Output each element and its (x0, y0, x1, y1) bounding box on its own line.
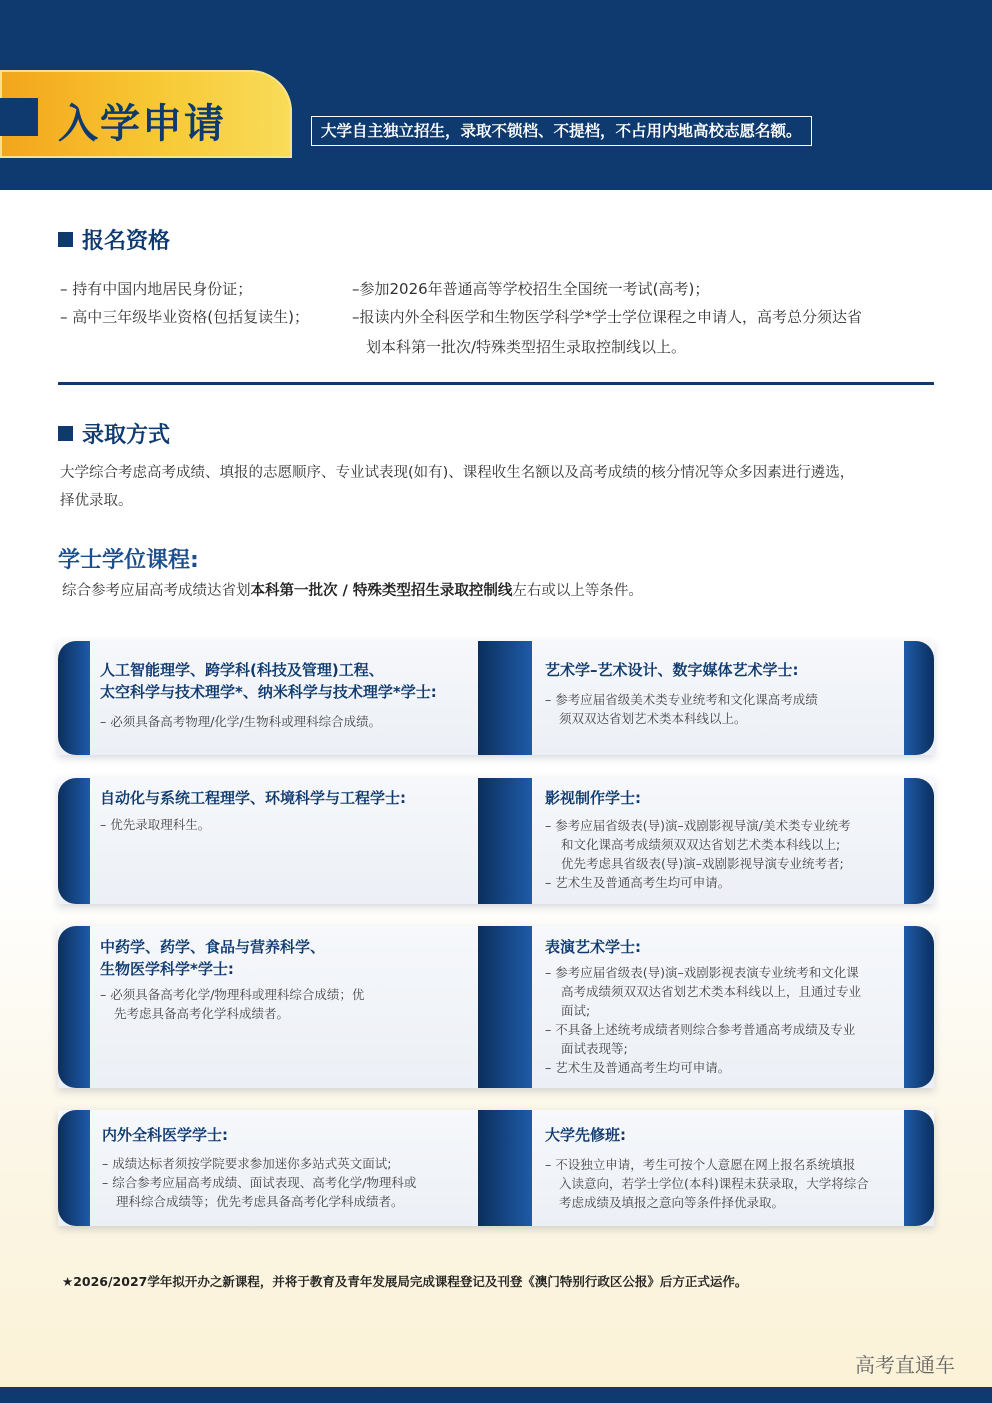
course-title: 艺术学–艺术设计、数字媒体艺术学士: (545, 661, 799, 679)
card-right-tab (904, 1110, 934, 1226)
eligibility-right-item: –报读内外全科医学和生物医学科学*学士学位课程之申请人，高考总分须达省 (352, 308, 863, 326)
course-requirement: – 综合参考应届高考成绩、面试表现、高考化学/物理科或 (102, 1175, 417, 1190)
course-title: 中药学、药学、食品与营养科学、 生物医学科学*学士: (100, 938, 326, 978)
card-divider-tab (478, 926, 532, 1088)
card-left-tab (58, 1110, 90, 1226)
course-requirement: 高考成绩须双双达省划艺术类本科线以上，且通过专业 (561, 984, 862, 999)
card-left-tab (58, 926, 90, 1088)
course-requirement: – 不具备上述统考成绩者则综合参考普通高考成绩及专业 (545, 1022, 856, 1037)
course-requirement: – 成绩达标者须按学院要求参加迷你多站式英文面试; (102, 1156, 392, 1171)
course-title: 人工智能理学、跨学科(科技及管理)工程、 太空科学与技术理学*、纳米科学与技术理学*学士: (100, 661, 437, 701)
section-admission-title: 录取方式 (58, 418, 170, 449)
course-requirement: – 不设独立申请，考生可按个人意愿在网上报名系统填报 (545, 1157, 856, 1172)
watermark-text: 高考直通车 (855, 1353, 955, 1377)
eligibility-left-item: – 持有中国内地居民身份证； (60, 280, 253, 298)
eligibility-left-item: – 高中三年级毕业资格(包括复读生)； (60, 308, 309, 326)
course-requirement: 须双双达省划艺术类本科线以上。 (559, 711, 747, 726)
card-left-tab (58, 778, 90, 904)
eligibility-right-item: –参加2026年普通高等学校招生全国统一考试(高考)； (352, 280, 710, 298)
bachelor-title: 学士学位课程: (58, 548, 199, 573)
title-marker (0, 98, 38, 136)
eligibility-right-item: 划本科第一批次/特殊类型招生录取控制线以上。 (366, 338, 687, 356)
page-title: 入学申请 (58, 101, 226, 147)
course-title: 大学先修班: (545, 1126, 626, 1144)
bottom-band (0, 1387, 992, 1403)
course-requirement: – 参考应届省级表(导)演–戏剧影视表演专业统考和文化课 (545, 965, 859, 980)
course-requirement: – 参考应届省级表(导)演–戏剧影视导演/美术类专业统考 (545, 818, 851, 833)
course-requirement: 面试表现等; (561, 1041, 628, 1056)
card-divider-tab (478, 1110, 532, 1226)
course-requirement: 先考虑具备高考化学科成绩者。 (114, 1006, 290, 1021)
footnote: ★2026/2027学年拟开办之新课程，并将于教育及青年发展局完成课程登记及刊登《澳门特别行政区公报》后方正式运作。 (62, 1274, 748, 1289)
section-eligibility-title: 报名资格 (58, 224, 170, 255)
course-requirement: – 优先录取理科生。 (100, 817, 211, 832)
course-requirement: 和文化课高考成绩须双双达省划艺术类本科线以上; (561, 837, 841, 852)
card-right-tab (904, 778, 934, 904)
course-requirement: – 艺术生及普通高考生均可申请。 (545, 875, 731, 890)
course-title: 影视制作学士: (545, 789, 641, 807)
card-right-tab (904, 926, 934, 1088)
course-title: 表演艺术学士: (545, 938, 641, 956)
course-requirement: 优先考虑具省级表(导)演–戏剧影视导演专业统考者; (561, 856, 844, 871)
card-divider-tab (478, 778, 532, 904)
square-bullet-icon (58, 232, 73, 247)
section-divider (58, 382, 934, 385)
card-divider-tab (478, 641, 532, 755)
square-bullet-icon (58, 426, 73, 441)
course-requirement: 入读意向，若学士学位(本科)课程未获录取，大学将综合 (559, 1176, 869, 1191)
header-note: 大学自主独立招生，录取不锁档、不提档，不占用内地高校志愿名额。 (311, 116, 812, 146)
course-title: 内外全科医学学士: (102, 1126, 228, 1144)
course-requirement: 考虑成绩及填报之意向等条件择优录取。 (559, 1195, 785, 1210)
course-title: 自动化与系统工程理学、环境科学与工程学士: (100, 789, 407, 807)
card-right-tab (904, 641, 934, 755)
course-requirement: 理科综合成绩等；优先考虑具备高考化学科成绩者。 (116, 1194, 404, 1209)
course-requirement: – 必须具备高考物理/化学/生物科或理科综合成绩。 (100, 714, 382, 729)
course-requirement: – 艺术生及普通高考生均可申请。 (545, 1060, 731, 1075)
course-requirement: 面试; (561, 1003, 591, 1018)
bachelor-paragraph: 综合参考应届高考成绩达省划本科第一批次 / 特殊类型招生录取控制线左右或以上等条件。 (62, 583, 643, 599)
admission-paragraph: 大学综合考虑高考成绩、填报的志愿顺序、专业试表现(如有)、课程收生名额以及高考成绩的核分情况等众多因素进行遴选， 择优录取。 (60, 465, 855, 509)
course-requirement: – 必须具备高考化学/物理科或理科综合成绩；优 (100, 987, 365, 1002)
card-left-tab (58, 641, 90, 755)
course-requirement: – 参考应届省级美术类专业统考和文化课高考成绩 (545, 692, 818, 707)
